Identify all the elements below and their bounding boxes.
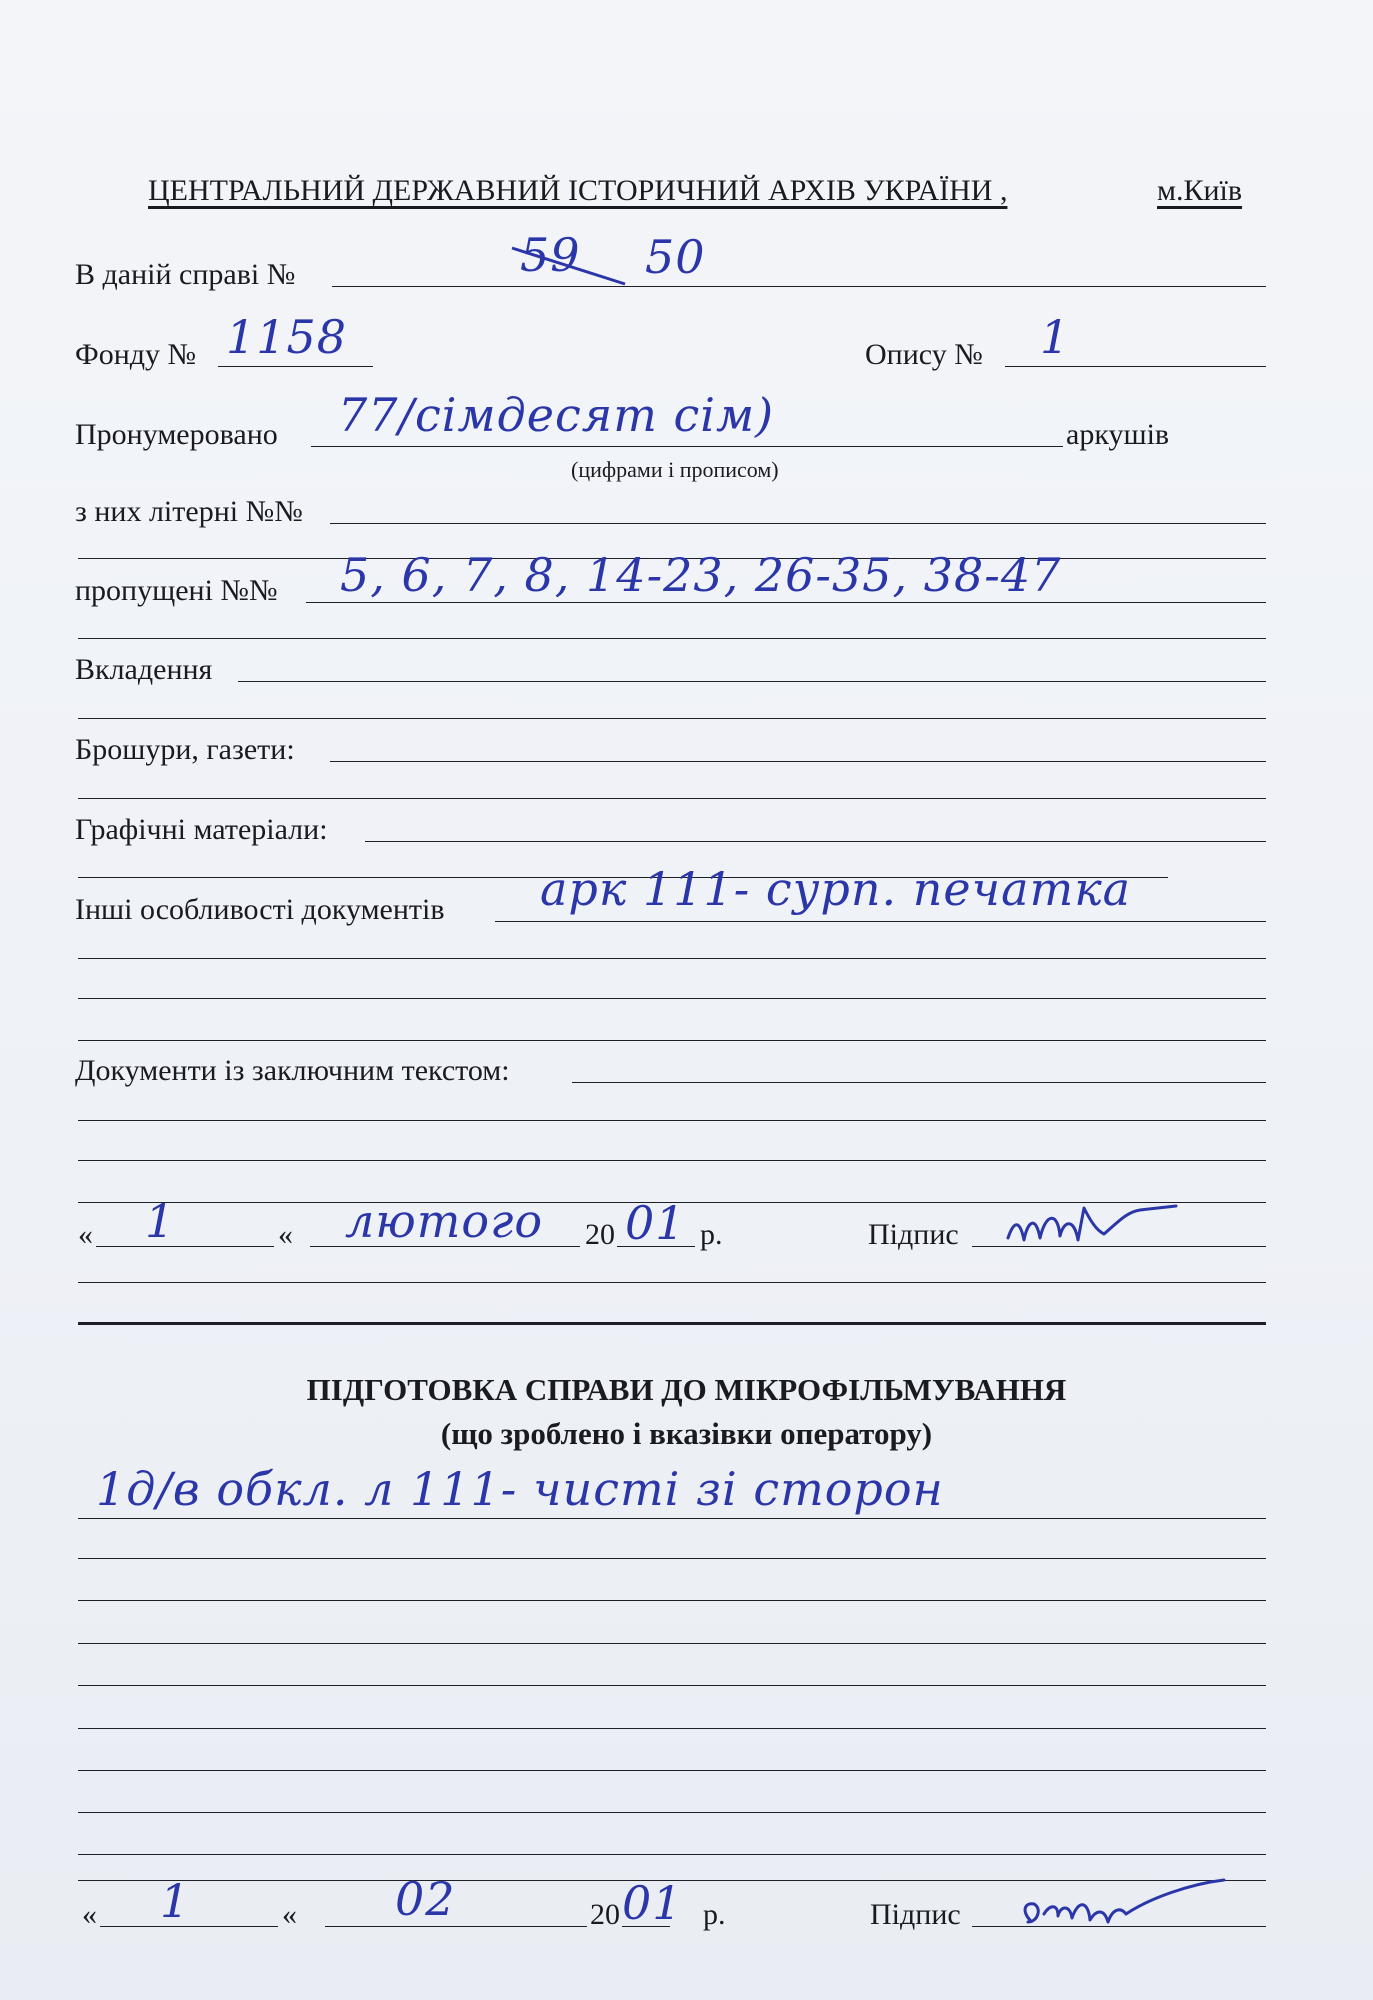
signature-1 bbox=[1000, 1190, 1180, 1260]
fond-line bbox=[218, 366, 373, 367]
blank-line bbox=[78, 1040, 1266, 1041]
note-line bbox=[78, 1600, 1266, 1601]
date2-day: 1 bbox=[160, 1874, 191, 1928]
case-number-label: В даній справі № bbox=[75, 258, 296, 291]
fond-value: 1158 bbox=[226, 310, 348, 364]
note-line bbox=[78, 1728, 1266, 1729]
blank-line bbox=[78, 958, 1266, 959]
other-features-value: арк 111- сурп. печатка bbox=[540, 862, 1132, 916]
inserts-label: Вкладення bbox=[75, 653, 213, 686]
lettered-label: з них літерні №№ bbox=[75, 495, 303, 528]
signature-2 bbox=[1000, 1870, 1230, 1940]
closing-text-line bbox=[572, 1082, 1266, 1083]
other-features-line bbox=[495, 921, 1266, 922]
blank-line bbox=[78, 798, 1266, 799]
date2-month-line bbox=[325, 1926, 587, 1927]
note-line bbox=[78, 1812, 1266, 1813]
case-number-line bbox=[332, 286, 1266, 287]
graphics-label: Графічні матеріали: bbox=[75, 813, 328, 846]
skipped-value: 5, 6, 7, 8, 14-23, 26-35, 38-47 bbox=[340, 548, 1062, 602]
blank-line bbox=[78, 638, 1266, 639]
date1-month: лютого bbox=[345, 1194, 544, 1248]
note-line bbox=[78, 1770, 1266, 1771]
opys-value: 1 bbox=[1040, 310, 1071, 364]
date2-month: 02 bbox=[395, 1872, 456, 1926]
opys-line bbox=[1005, 366, 1266, 367]
brochures-label: Брошури, газети: bbox=[75, 733, 295, 766]
graphics-line bbox=[365, 841, 1266, 842]
note-line bbox=[78, 1854, 1266, 1855]
archive-header: ЦЕНТРАЛЬНИЙ ДЕРЖАВНИЙ ІСТОРИЧНИЙ АРХІВ УКРАЇНИ , bbox=[148, 174, 1008, 207]
date2-year-prefix: 20 bbox=[590, 1898, 620, 1931]
date1-signature-label: Підпис bbox=[868, 1218, 959, 1251]
blank-line bbox=[78, 718, 1266, 719]
note-line bbox=[78, 1518, 1266, 1519]
date2-year-end: р. bbox=[703, 1898, 726, 1931]
numbered-suffix: аркушів bbox=[1066, 418, 1170, 451]
blank-line bbox=[78, 1120, 1266, 1121]
date1-quote-open: « bbox=[78, 1218, 93, 1251]
numbered-value: 77/сімдесят сім) bbox=[338, 388, 775, 442]
opys-label: Опису № bbox=[865, 338, 983, 371]
skipped-label: пропущені №№ bbox=[75, 574, 278, 607]
closing-text-label: Документи із заключним текстом: bbox=[75, 1054, 510, 1087]
section2-subtitle: (що зроблено і вказівки оператору) bbox=[440, 1416, 933, 1451]
numbered-line bbox=[311, 446, 1063, 447]
note-line bbox=[78, 1643, 1266, 1644]
date2-signature-label: Підпис bbox=[870, 1898, 961, 1931]
section2-note: 1д/в обкл. л 111- чисті зі сторон bbox=[96, 1462, 944, 1516]
blank-line bbox=[78, 1160, 1266, 1161]
note-line bbox=[78, 1558, 1266, 1559]
archive-city: м.Київ bbox=[1157, 174, 1243, 207]
lettered-line bbox=[330, 523, 1266, 524]
date1-day: 1 bbox=[145, 1194, 176, 1248]
numbered-caption: (цифрами і прописом) bbox=[571, 457, 779, 482]
fond-label: Фонду № bbox=[75, 338, 197, 371]
date2-year: 01 bbox=[622, 1876, 683, 1930]
blank-line bbox=[78, 998, 1266, 999]
date1-day-line bbox=[96, 1246, 274, 1247]
case-number-struck: 59 bbox=[520, 228, 581, 282]
date1-quote-close: « bbox=[278, 1218, 293, 1251]
note-line bbox=[78, 1685, 1266, 1686]
date1-year-end: р. bbox=[700, 1218, 723, 1251]
case-number-value: 50 bbox=[645, 230, 706, 284]
other-features-label: Інші особливості документів bbox=[75, 893, 445, 926]
skipped-line bbox=[306, 602, 1266, 603]
inserts-line bbox=[238, 681, 1266, 682]
numbered-label: Пронумеровано bbox=[75, 418, 278, 451]
section-divider bbox=[78, 1322, 1266, 1325]
date1-year-prefix: 20 bbox=[585, 1218, 615, 1251]
date1-year: 01 bbox=[625, 1196, 686, 1250]
date2-quote-open: « bbox=[82, 1898, 97, 1931]
blank-line bbox=[78, 1282, 1266, 1283]
date2-quote-close: « bbox=[282, 1898, 297, 1931]
brochures-line bbox=[330, 761, 1266, 762]
strike-mark bbox=[510, 238, 630, 288]
section2-title: ПІДГОТОВКА СПРАВИ ДО МІКРОФІЛЬМУВАННЯ bbox=[306, 1372, 1067, 1407]
